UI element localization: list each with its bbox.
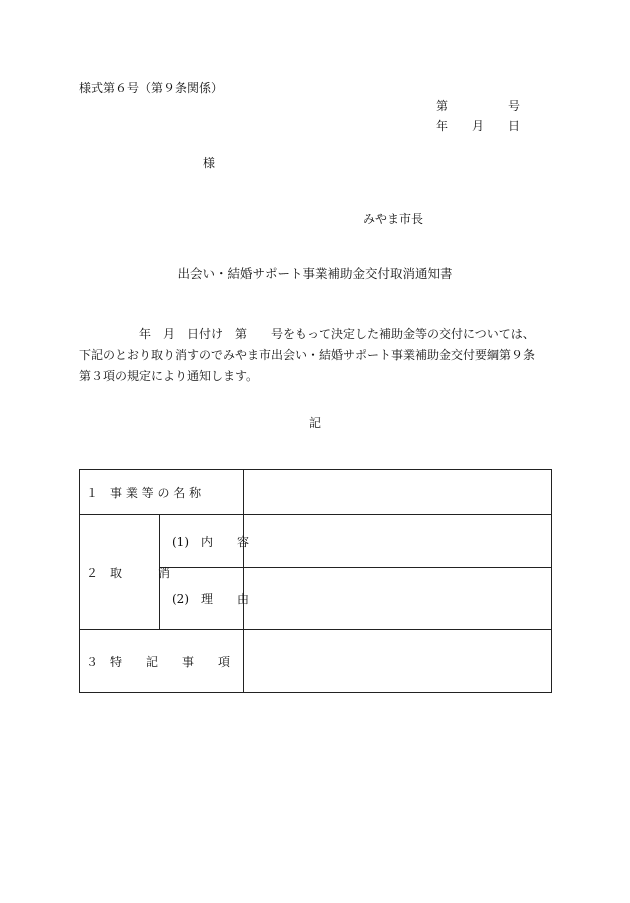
issuer-name: みやま市長 — [363, 212, 424, 226]
document-title: 出会い・結婚サポート事業補助金交付取消通知書 — [177, 266, 453, 281]
body-line: 第３項の規定により通知します。 — [79, 369, 259, 383]
table-row — [80, 630, 552, 693]
row-label-project-name: １ 事 業 等 の 名 称 — [80, 470, 244, 515]
sub-label-content: (1) 内 容 — [160, 515, 244, 568]
body-line: 年 月 日付け 第 号をもって決定した補助金等の交付については、 — [79, 327, 535, 341]
details-table — [79, 469, 552, 693]
sub-label-reason: (2) 理 由 — [160, 568, 244, 630]
row-label-special-notes: ３ 特 記 事 項 — [80, 630, 244, 693]
body-line: 下記のとおり取り消すのでみやま市出会い・結婚サポート事業補助金交付要綱第９条 — [79, 348, 536, 362]
project-name-cell — [244, 470, 552, 515]
body-text — [79, 324, 559, 387]
form-number: 様式第６号（第９条関係） — [79, 81, 224, 95]
document-date: 年 月 日 — [436, 119, 521, 133]
table-row — [80, 470, 552, 515]
ki-heading: 記 — [308, 416, 321, 430]
table-row — [80, 515, 552, 568]
document-number: 第 号 — [436, 99, 521, 113]
addressee-suffix: 様 — [203, 156, 216, 170]
content-cell — [244, 515, 552, 568]
special-notes-cell — [244, 630, 552, 693]
row-label-cancellation: ２ 取 消 — [80, 515, 160, 630]
reason-cell — [244, 568, 552, 630]
